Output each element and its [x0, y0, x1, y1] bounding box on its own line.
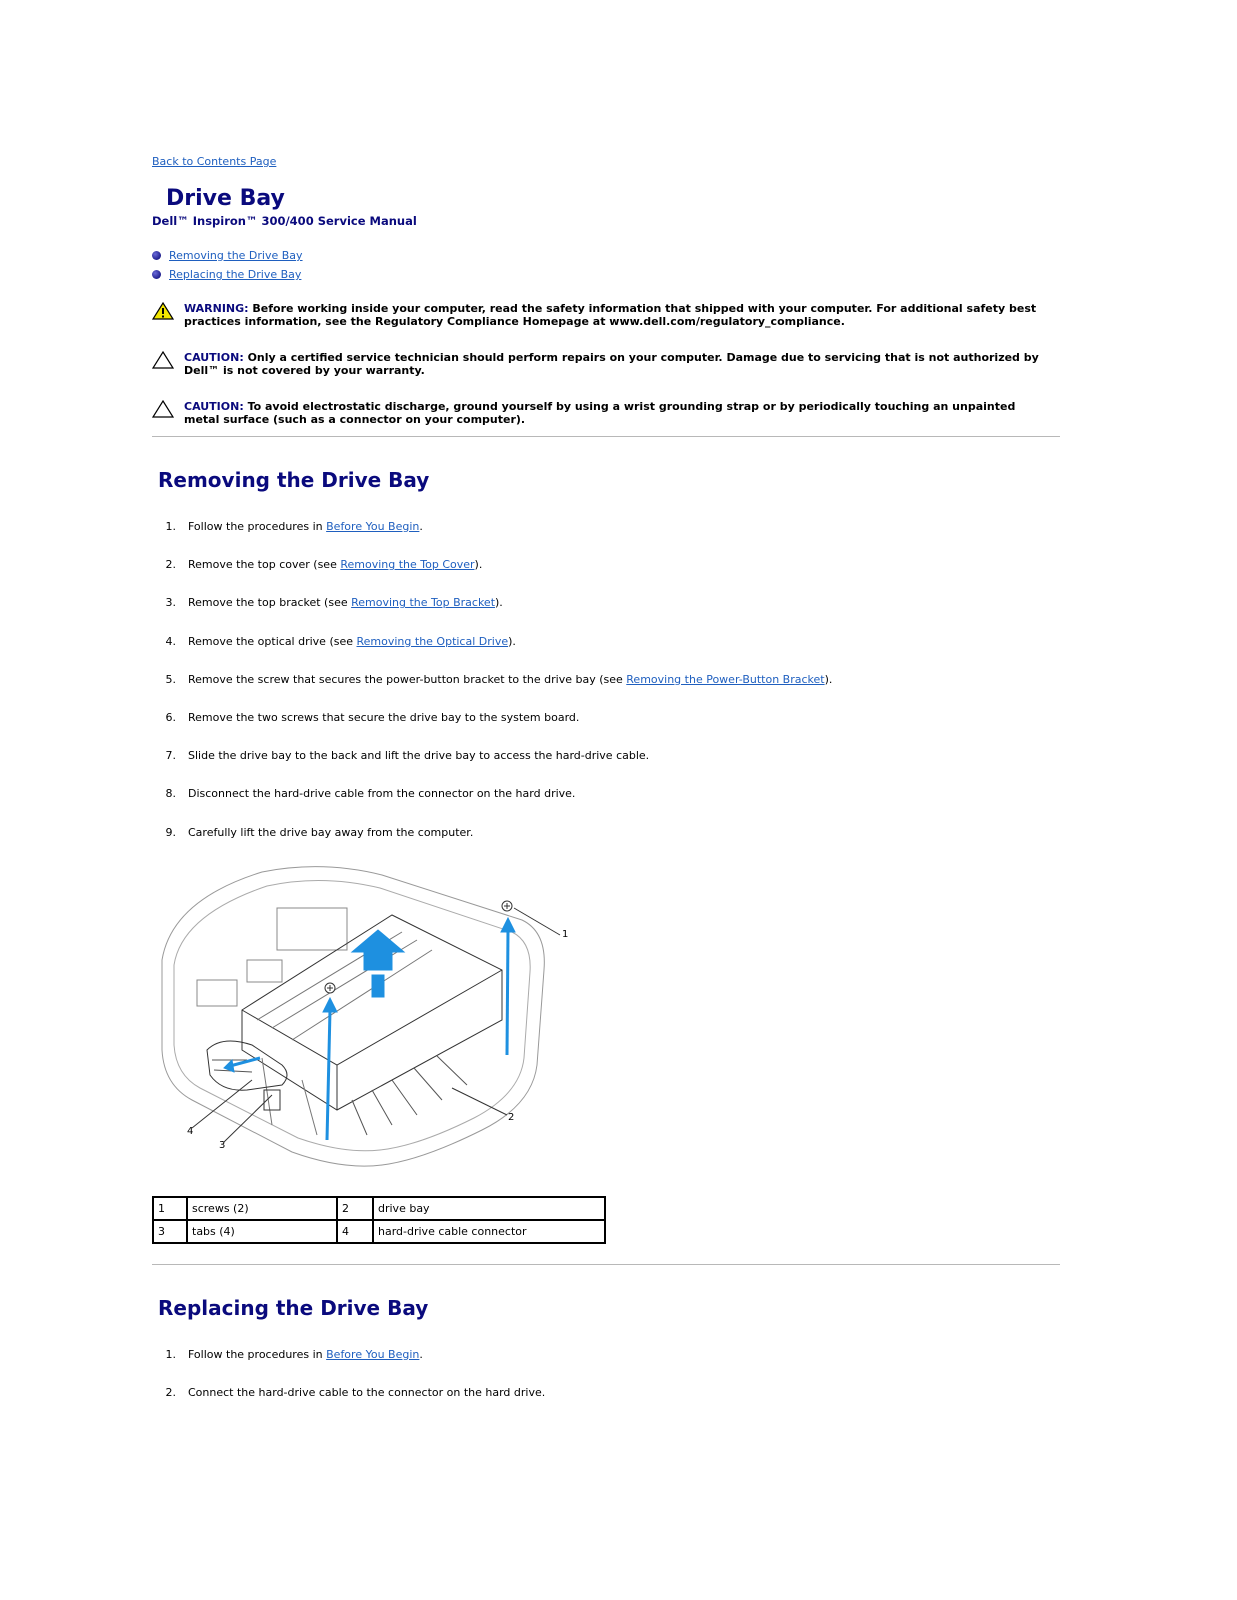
- toc-item: [152, 246, 303, 265]
- caution-icon: [152, 400, 184, 426]
- callout-number: 3: [219, 1140, 226, 1151]
- toc-link-removing[interactable]: Removing the Drive Bay: [169, 249, 303, 262]
- bullet-icon: [152, 270, 161, 279]
- notice-label: CAUTION:: [184, 400, 244, 413]
- before-you-begin-link[interactable]: Before You Begin: [326, 1348, 420, 1361]
- list-item: 2. Remove the top cover (see Removing the Top Cover).: [165, 558, 483, 572]
- table-row: 3 tabs (4) 4 hard-drive cable connector: [153, 1220, 605, 1243]
- warning-icon: [152, 302, 184, 328]
- bullet-icon: [152, 251, 161, 260]
- list-item: 4. Remove the optical drive (see Removing the Optical Drive).: [165, 634, 516, 648]
- notice-text: Before working inside your computer, read the safety information that shipped with your computer. For additional safety best practices information, see the Regulatory Compliance Homepage at www.dell.com/regulatory_compliance.: [184, 302, 1037, 328]
- notice-text: To avoid electrostatic discharge, ground yourself by using a wrist grounding strap or by periodically touching an unpainted metal surface (such as a connector on your computer).: [184, 400, 1016, 426]
- list-item: 3. Remove the top bracket (see Removing the Top Bracket).: [165, 596, 503, 610]
- caution-icon: [152, 351, 184, 377]
- table-row: 1 screws (2) 2 drive bay: [153, 1197, 605, 1220]
- list-item: 8. Disconnect the hard-drive cable from the connector on the hard drive.: [165, 787, 576, 801]
- caution-notice: [152, 400, 1060, 426]
- removing-optical-drive-link[interactable]: Removing the Optical Drive: [356, 634, 509, 648]
- callout-number: 2: [508, 1112, 515, 1123]
- notice-label: WARNING:: [184, 302, 249, 315]
- list-item: 1. Follow the procedures in Before You Begin.: [165, 1348, 423, 1361]
- section-divider: [152, 1264, 1060, 1265]
- manual-subtitle: Dell™ Inspiron™ 300/400 Service Manual: [152, 214, 417, 228]
- removing-top-cover-link[interactable]: Removing the Top Cover: [340, 558, 475, 572]
- callout-number: 1: [562, 929, 569, 940]
- caution-notice: [152, 351, 1060, 377]
- toc-link-replacing[interactable]: Replacing the Drive Bay: [169, 268, 302, 281]
- callout-table: [152, 1196, 606, 1244]
- removing-steps: [152, 520, 832, 864]
- list-item: 6. Remove the two screws that secure the drive bay to the system board.: [165, 710, 580, 724]
- list-item: 9. Carefully lift the drive bay away from the computer.: [165, 825, 474, 839]
- callout-number: 4: [187, 1126, 194, 1137]
- replacing-heading: Replacing the Drive Bay: [158, 1296, 429, 1320]
- removing-power-button-bracket-link[interactable]: Removing the Power-Button Bracket: [626, 672, 825, 686]
- warning-notice: [152, 302, 1060, 328]
- list-item: 2. Connect the hard-drive cable to the connector on the hard drive.: [165, 1386, 546, 1400]
- table-of-contents: [152, 246, 303, 284]
- page-title: Drive Bay: [166, 186, 285, 211]
- before-you-begin-link[interactable]: Before You Begin: [326, 520, 420, 533]
- list-item: 5. Remove the screw that secures the power-button bracket to the drive bay (see Removing the Power-Button Bracket).: [165, 672, 833, 686]
- drive-bay-illustration: [152, 860, 572, 1170]
- list-item: 1. Follow the procedures in Before You Begin.: [165, 520, 423, 533]
- removing-top-bracket-link[interactable]: Removing the Top Bracket: [351, 596, 496, 610]
- replacing-steps: [152, 1348, 545, 1424]
- notice-label: CAUTION:: [184, 351, 244, 364]
- list-item: 7. Slide the drive bay to the back and lift the drive bay to access the hard-drive cable.: [165, 749, 650, 763]
- section-divider: [152, 436, 1060, 437]
- notice-text: Only a certified service technician should perform repairs on your computer. Damage due to servicing that is not authorized by Dell™ is not covered by your warranty.: [184, 351, 1039, 377]
- removing-heading: Removing the Drive Bay: [158, 468, 430, 492]
- back-to-contents-link[interactable]: Back to Contents Page: [152, 155, 277, 168]
- toc-item: [152, 265, 303, 284]
